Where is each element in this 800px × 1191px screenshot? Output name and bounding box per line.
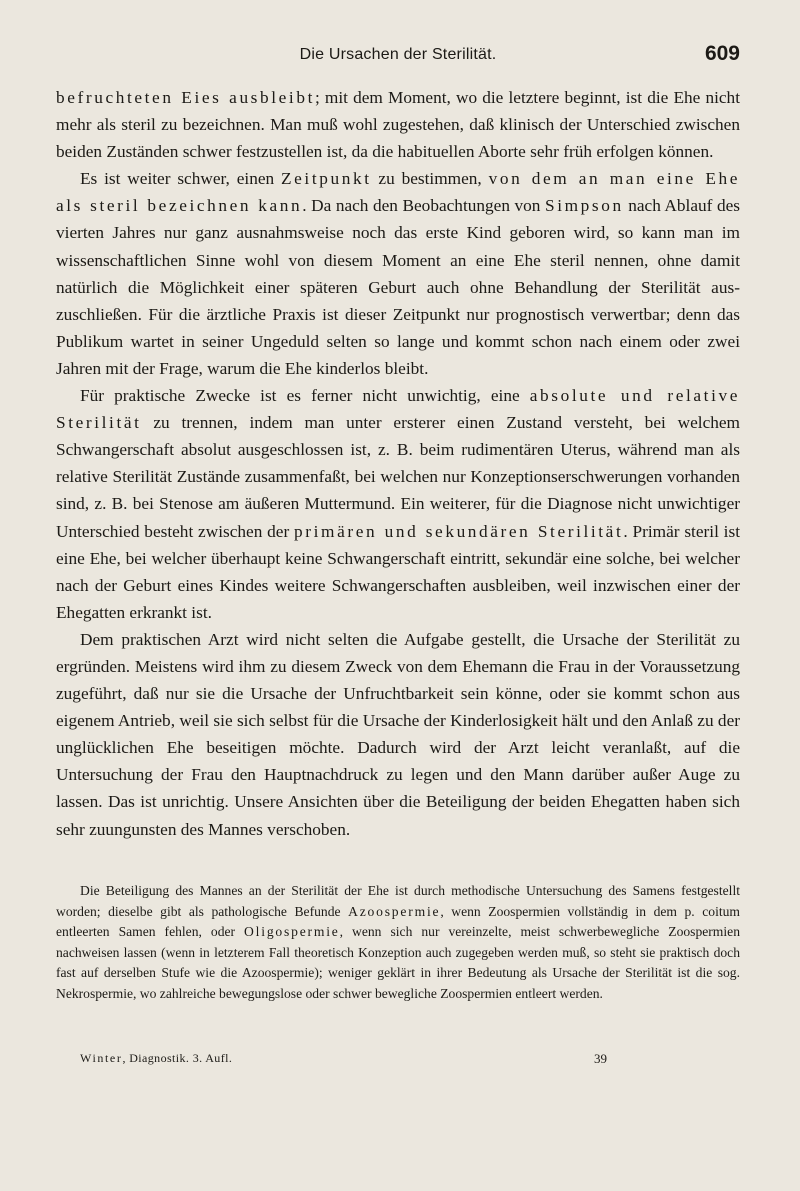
spaced-emphasis: primären und sekundären Sterilität — [294, 521, 624, 541]
text-run: zu bestimmen, — [371, 169, 489, 189]
spaced-emphasis: befruchteten Eies ausbleibt — [56, 88, 315, 107]
spaced-emphasis: Zeitpunkt — [281, 169, 372, 189]
text-run: Für praktische Zwecke ist es ferner nicht unwichtig, eine — [80, 386, 530, 406]
spaced-emphasis: von dem an man eine Ehe als steril bezeichnen kann — [56, 169, 740, 216]
text-run: Es ist weiter schwer, einen — [80, 169, 281, 189]
main-text — [56, 84, 740, 843]
paragraph-3 — [56, 382, 740, 626]
text-run: , wenn sich nur vereinzelte, meist schwerbewegliche Zoospermien nachweisen lassen (wenn in letzterem Fall theoretisch Konzeption auch zugegeben werden muß, so steht sie praktisch doch fast auf derselben Stufe wie die Azoospermie); weniger geklärt in ihrer Bedeutung als Ursache der Sterilität ist die sog. Nekrospermie, wo zahlreiche bewegungslose oder schwer bewegliche Zoospermien entleert werden. — [56, 924, 740, 1001]
page-number: 609 — [704, 42, 740, 65]
text-run: ; mit dem Moment, wo die letztere beginnt, ist die Ehe nicht mehr als steril zu bezeichnen. Man muß wohl zugestehen, daß klinisch der Unterschied zwischen beiden Zuständen schwer festzustellen ist, da die habituellen Aborte sehr früh erfolgen können. — [56, 88, 740, 162]
paragraph-2 — [56, 165, 740, 382]
text-run: Die Beteiligung des Mannes an der Sterilität der Ehe ist durch methodische Untersuchung des Samens festgestellt worden; dieselbe gibt als pathologische Befunde — [56, 883, 740, 919]
spaced-emphasis: Azoospermie — [348, 903, 441, 919]
spaced-emphasis: Oligospermie — [244, 924, 340, 940]
text-run: zu trennen, indem man unter ersterer einen Zustand versteht, bei welchem Schwangerschaft absolut ausgeschlossen ist, z. B. beim rudimentären Uterus, während man als relative Sterilität Zustände zusammenfaßt, bei welchen nur Konzeptionserschwerungen vorhanden sind, z. B. bei Stenose am äußeren Muttermund. Ein weiterer, für die Diagnose nicht unwichtiger Unterschied besteht zwischen der — [56, 413, 740, 541]
book-title-edition: , Diagnostik. 3. Aufl. — [122, 1051, 233, 1065]
text-run: Dem praktischen Arzt wird nicht selten die Aufgabe gestellt, die Ursache der Sterilität zu ergründen. Meistens wird ihm zu diesem Zweck von dem Ehemann die Frau in der Voraussetzung zugeführt, daß nur sie die Ursache der Unfruchtbarkeit sein könne, oder sie kommt schon aus eigenem Antrieb, weil sie sich selbst für die Ursache der Kinderlosigkeit hält und den Anlaß zu der unglücklichen Ehe beseitigen möchte. Dadurch wird der Arzt leicht veranlaßt, auf die Untersuchung der Frau den Hauptnachdruck zu legen und den Mann darüber außer Auge zu lassen. Das ist unrichtig. Unsere Ansichten über die Beteiligung der beiden Ehegatten haben sich sehr zuungunsten des Mannes verschoben. — [56, 629, 740, 839]
running-title: Die Ursachen der Sterilität. — [299, 46, 497, 63]
printer-signature — [80, 1051, 700, 1069]
book-author: Winter — [80, 1051, 123, 1065]
book-reference — [80, 1051, 232, 1066]
text-run: nach Ablauf des vierten Jahres nur ganz ausnahmsweise noch das erste Kind geboren wird, so kann man im wissenschaftlichen Sinne wohl von diesem Moment an eine Ehe steril nennen, ohne damit natürlich die Möglichkeit einer späteren Geburt auch ohne Behandlung der Sterilität auszuschließen. Für die ärztliche Praxis ist dieser Zeitpunkt nur prognostisch verwertbar; denn das Publikum wartet in seiner Ungeduld selten so lange und kommt schon nach einem oder zwei Jahren mit der Frage, warum die Ehe kinderlos bleibt. — [56, 196, 740, 378]
author-name: Simpson — [544, 196, 624, 216]
paragraph-4 — [56, 626, 740, 843]
spaced-emphasis: absolute und relative Sterilität — [56, 386, 740, 433]
text-run: . Primär steril ist eine Ehe, bei welcher überhaupt keine Schwangerschaft eintritt, sekundär eine solche, bei welcher nach der Geburt eines Kindes weitere Schwangerschaften ausbleiben, weil inzwischen einer der Ehegatten erkrankt ist. — [56, 521, 741, 622]
paragraph-1 — [56, 84, 740, 165]
sheet-number: 39 — [594, 1051, 607, 1066]
text-run: , wenn Zoospermien vollständig in dem p. coitum entleerten Samen fehlen, oder — [56, 903, 740, 940]
text-run: . Da nach den Beobachtungen von — [302, 196, 545, 216]
running-header — [56, 40, 740, 70]
small-print-paragraph — [56, 881, 740, 1005]
